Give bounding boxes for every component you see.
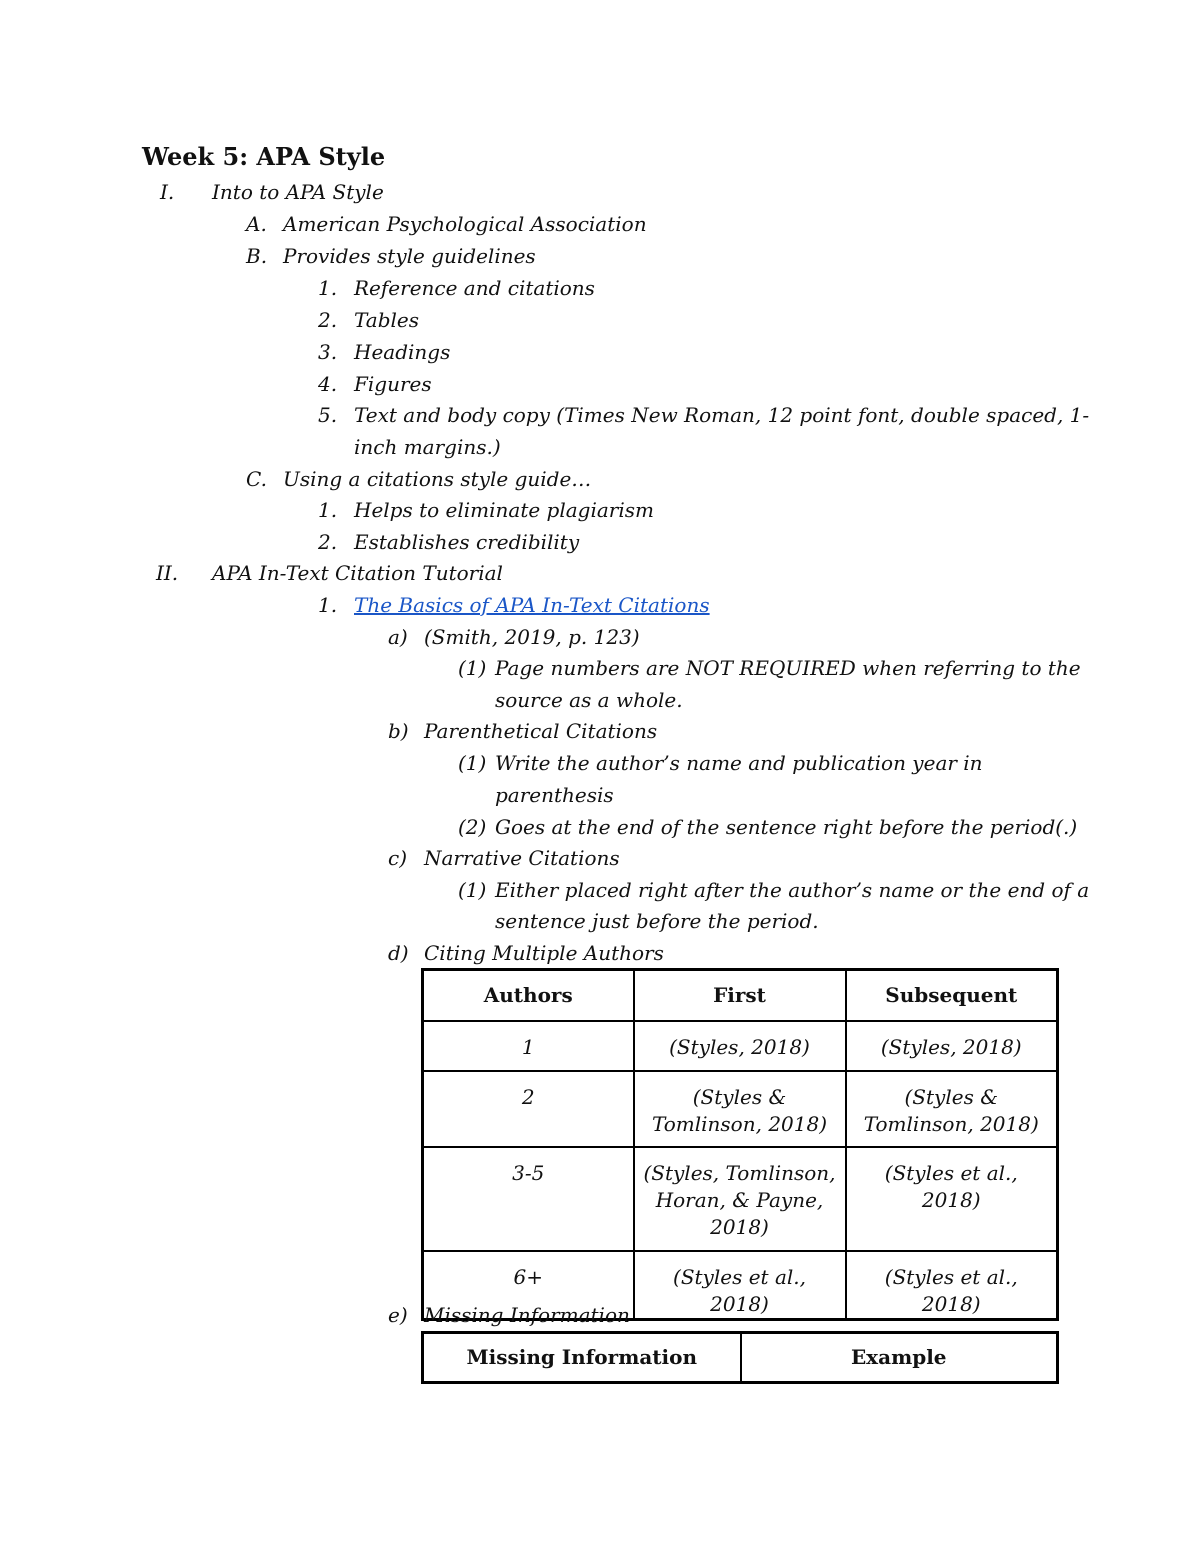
table-cell: (Styles, Tomlinson, Horan, & Payne, 2018) <box>634 1147 846 1251</box>
table-cell: 1 <box>423 1021 634 1071</box>
outline-marker: e) <box>388 1303 408 1327</box>
outline-marker: 3. <box>318 340 338 364</box>
outline-item-references: Reference and citations <box>354 276 595 300</box>
outline-marker: B. <box>246 244 268 268</box>
outline-marker: c) <box>388 846 408 870</box>
outline-item-tutorial: APA In-Text Citation Tutorial <box>212 561 503 585</box>
outline-item-guidelines: Provides style guidelines <box>283 244 536 268</box>
table-cell: (Styles & Tomlinson, 2018) <box>846 1071 1058 1147</box>
outline-marker: II. <box>156 561 179 585</box>
outline-marker: 2. <box>318 530 338 554</box>
outline-item-end-of-sentence: Goes at the end of the sentence right before the period(.) <box>495 815 1078 839</box>
outline-item-placement-cont: sentence just before the period. <box>495 909 819 933</box>
outline-item-headings: Headings <box>354 340 451 364</box>
table-cell: 6+ <box>423 1251 634 1320</box>
outline-item-missing-info: Missing Information <box>424 1303 630 1327</box>
table-cell: 2 <box>423 1071 634 1147</box>
outline-marker: A. <box>246 212 267 236</box>
page-title: Week 5: APA Style <box>142 142 386 171</box>
outline-marker: 5. <box>318 403 338 427</box>
outline-item-figures: Figures <box>354 372 432 396</box>
table-header-cell: Example <box>741 1333 1058 1383</box>
outline-item-narrative: Narrative Citations <box>424 846 620 870</box>
outline-marker: a) <box>388 625 408 649</box>
table-header-cell: Missing Information <box>423 1333 741 1383</box>
outline-marker: 4. <box>318 372 338 396</box>
table-cell: (Styles et al., 2018) <box>634 1251 846 1320</box>
table-header-cell: Subsequent <box>846 970 1058 1021</box>
basics-link[interactable]: The Basics of APA In-Text Citations <box>354 593 710 617</box>
outline-item-example-citation: (Smith, 2019, p. 123) <box>424 625 640 649</box>
outline-marker: (1) <box>458 751 487 775</box>
table-cell: (Styles & Tomlinson, 2018) <box>634 1071 846 1147</box>
outline-marker: (2) <box>458 815 487 839</box>
table-row <box>423 1071 1058 1147</box>
outline-item-placement: Either placed right after the author’s name or the end of a <box>495 878 1090 902</box>
outline-item-body-copy-cont: inch margins.) <box>354 435 501 459</box>
outline-item-page-numbers: Page numbers are NOT REQUIRED when referring to the <box>495 656 1081 680</box>
table-header-cell: Authors <box>423 970 634 1021</box>
outline-marker: (1) <box>458 878 487 902</box>
outline-marker: (1) <box>458 656 487 680</box>
table-cell: (Styles, 2018) <box>846 1021 1058 1071</box>
outline-item-write-author-cont: parenthesis <box>495 783 614 807</box>
outline-marker: 1. <box>318 593 338 617</box>
outline-marker: b) <box>388 719 409 743</box>
outline-item-intro: Into to APA Style <box>212 180 384 204</box>
outline-marker: 2. <box>318 308 338 332</box>
outline-marker: d) <box>388 941 409 965</box>
outline-item-multiple-authors: Citing Multiple Authors <box>424 941 664 965</box>
multiple-authors-table <box>421 968 1059 1321</box>
outline-item-tables: Tables <box>354 308 420 332</box>
table-cell: (Styles et al., 2018) <box>846 1251 1058 1320</box>
table-cell: (Styles, 2018) <box>634 1021 846 1071</box>
outline-item-apa-name: American Psychological Association <box>283 212 647 236</box>
table-header-cell: First <box>634 970 846 1021</box>
table-header-row <box>423 970 1058 1021</box>
outline-item-page-numbers-cont: source as a whole. <box>495 688 683 712</box>
outline-marker: I. <box>160 180 175 204</box>
table-row <box>423 1021 1058 1071</box>
outline-item-style-guide: Using a citations style guide… <box>283 467 592 491</box>
outline-marker: 1. <box>318 498 338 522</box>
table-cell: (Styles et al., 2018) <box>846 1147 1058 1251</box>
outline-item-plagiarism: Helps to eliminate plagiarism <box>354 498 654 522</box>
table-cell: 3-5 <box>423 1147 634 1251</box>
missing-information-table <box>421 1331 1059 1384</box>
outline-marker: C. <box>246 467 267 491</box>
table-row <box>423 1147 1058 1251</box>
table-header-row <box>423 1333 1058 1383</box>
outline-item-write-author: Write the author’s name and publication year in <box>495 751 983 775</box>
outline-item-body-copy: Text and body copy (Times New Roman, 12 point font, double spaced, 1- <box>354 403 1090 427</box>
outline-item-parenthetical: Parenthetical Citations <box>424 719 658 743</box>
outline-item-credibility: Establishes credibility <box>354 530 580 554</box>
outline-marker: 1. <box>318 276 338 300</box>
